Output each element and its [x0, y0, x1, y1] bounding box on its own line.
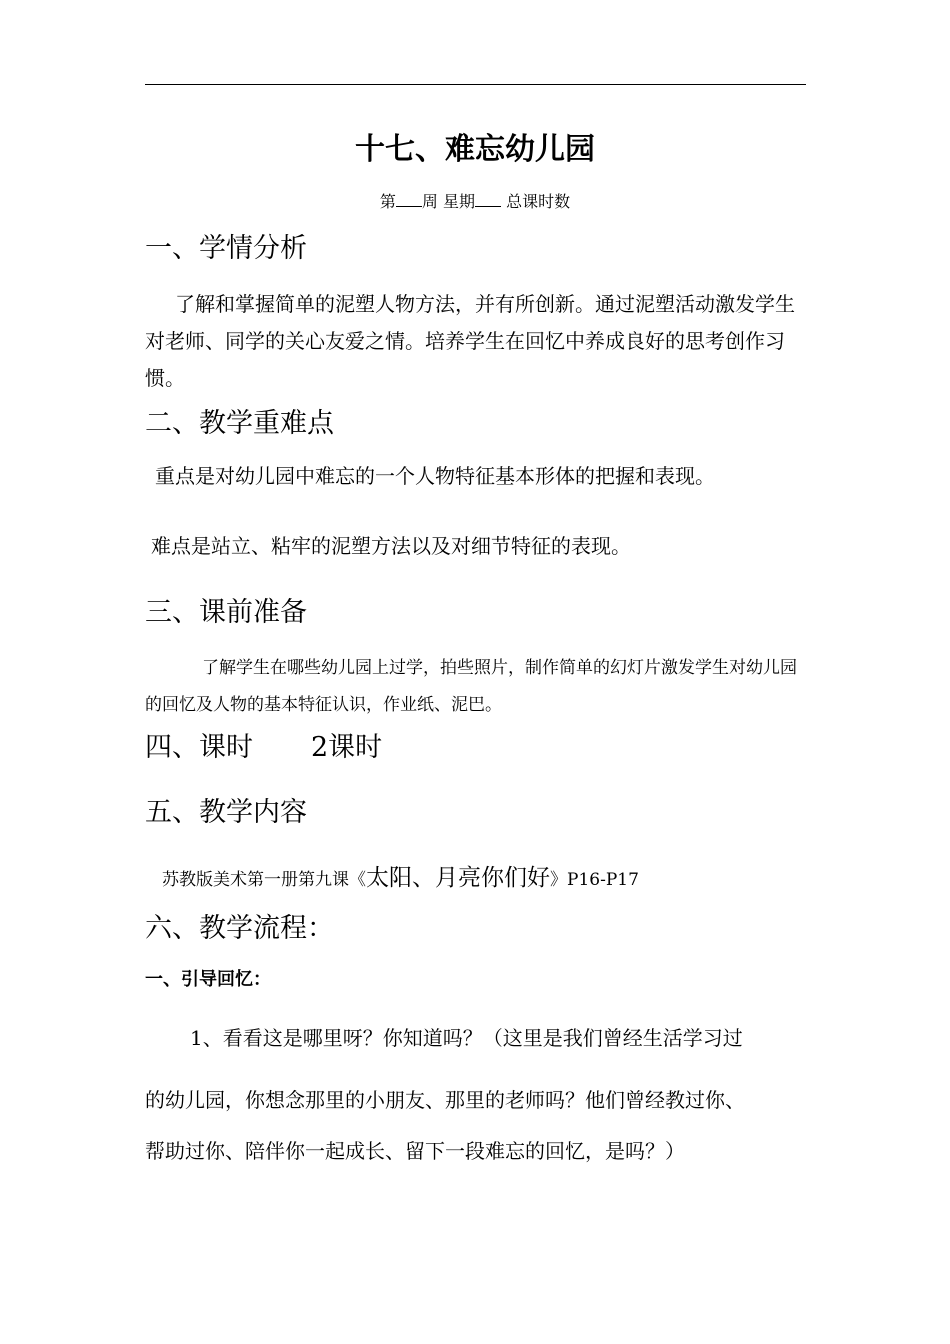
section-4-value: 2课时	[311, 732, 383, 763]
section-5-heading: 五、教学内容	[145, 797, 307, 828]
step-1-heading: 一、引导回忆：	[145, 969, 271, 990]
section-4-label: 四、课时	[145, 732, 253, 763]
step-1-line-1: 1、看看这是哪里呀？你知道吗？（这里是我们曾经生活学习过	[190, 1026, 743, 1050]
section-5-body	[162, 863, 639, 895]
section-3-heading: 三、课前准备	[145, 597, 307, 628]
section-1-body: 了解和掌握简单的泥塑人物方法，并有所创新。通过泥塑活动激发学生对老师、同学的关心友爱之情。培养学生在回忆中养成良好的思考创作习惯。	[145, 292, 795, 390]
week-blank	[396, 192, 422, 207]
section-4-heading	[145, 731, 382, 765]
step-1-line-2: 的幼儿园，你想念那里的小朋友、那里的老师吗？他们曾经教过你、	[145, 1088, 745, 1112]
section-3-body: 了解学生在哪些幼儿园上过学，拍些照片，制作简单的幻灯片激发学生对幼儿园的回忆及人物的基本特征认识，作业纸、泥巴。	[145, 658, 797, 715]
section-2-heading: 二、教学重难点	[145, 408, 334, 439]
section-2-difficulty: 难点是站立、粘牢的泥塑方法以及对细节特征的表现。	[151, 534, 631, 558]
page-range: 》P16-P17	[550, 870, 639, 890]
step-1-line-3: 帮助过你、陪伴你一起成长、留下一段难忘的回忆，是吗？）	[145, 1139, 685, 1163]
schedule-week-prefix: 第	[379, 192, 396, 211]
lesson-name: 太阳、月亮你们好	[366, 865, 550, 891]
schedule-line	[0, 192, 950, 212]
weekday-blank	[475, 192, 501, 207]
schedule-weekday: 周 星期	[421, 192, 475, 211]
section-6-heading: 六、教学流程：	[145, 913, 334, 944]
document-title: 十七、难忘幼儿园	[355, 132, 595, 167]
header-rule	[145, 84, 806, 85]
section-2-key-point: 重点是对幼儿园中难忘的一个人物特征基本形体的把握和表现。	[155, 464, 715, 488]
schedule-total: 总课时数	[501, 192, 571, 211]
textbook-prefix: 苏教版美术第一册第九课《	[162, 870, 366, 890]
section-1-heading: 一、学情分析	[145, 233, 307, 264]
